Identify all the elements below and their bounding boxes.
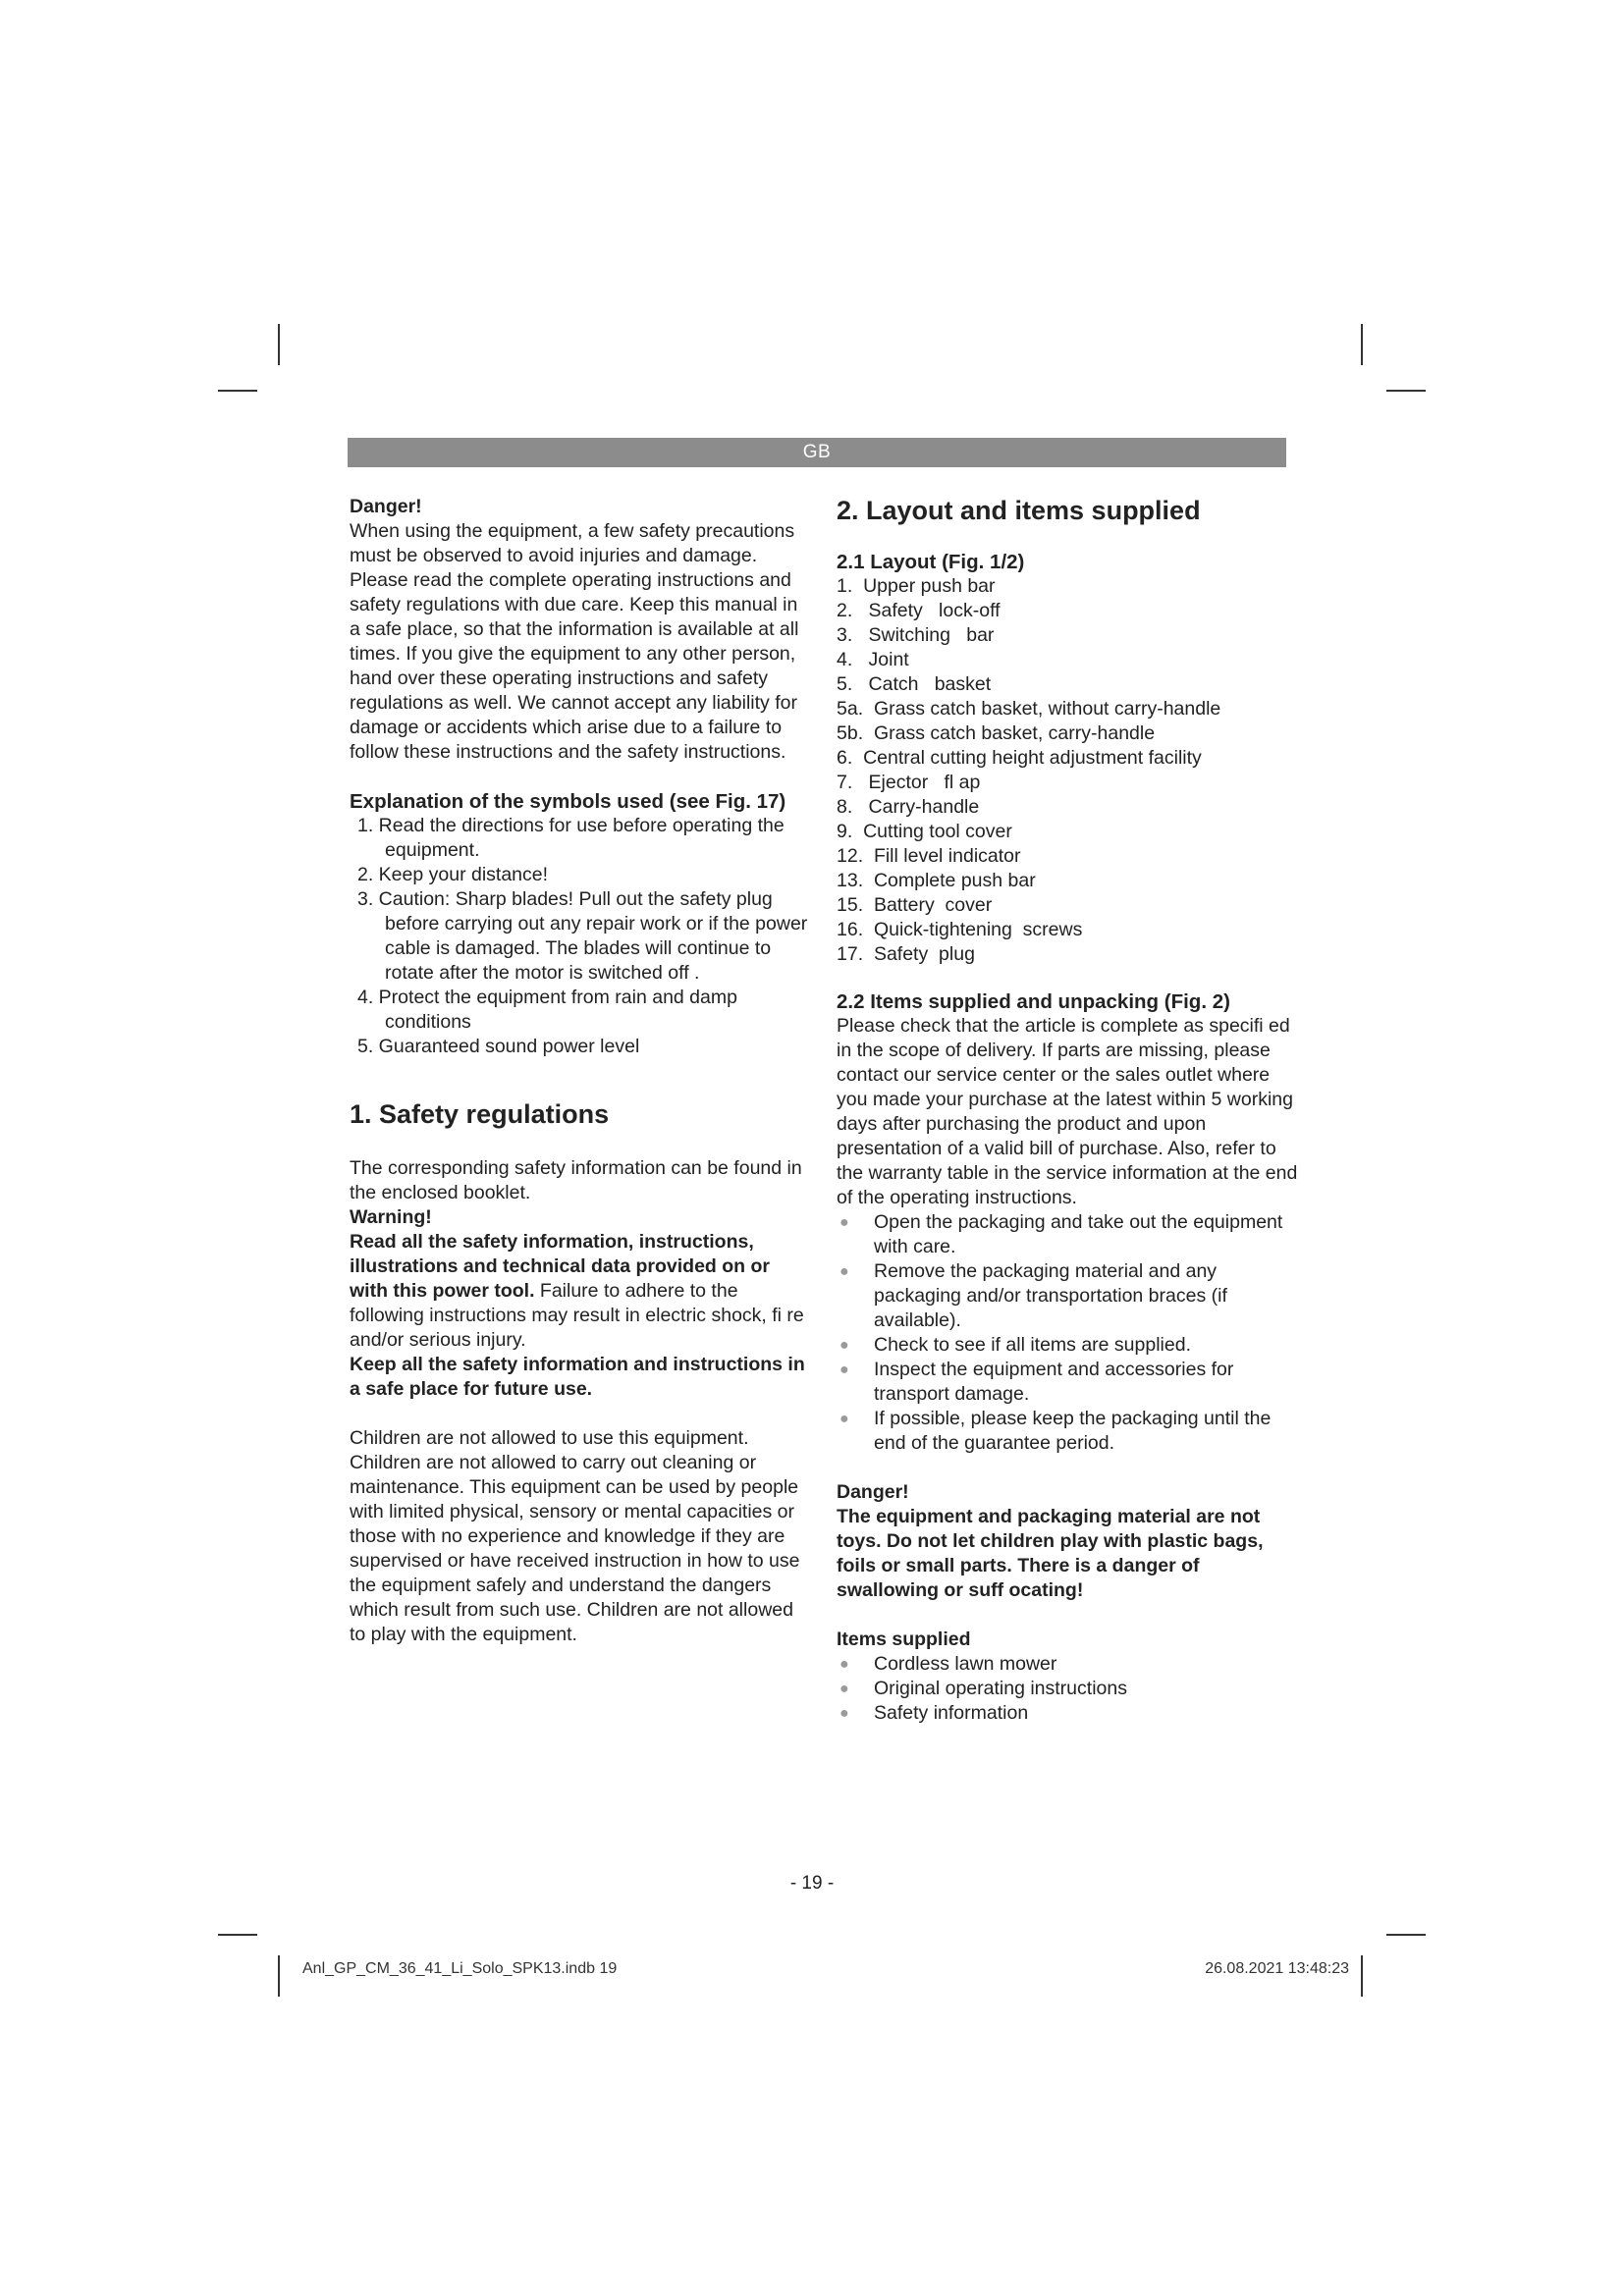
list-item: 12. Fill level indicator	[837, 845, 1021, 867]
list-item: 3. Caution: Sharp blades! Pull out the safety plug before carrying out any repair work or if the power cable is damaged. The blades will continue to rotate after the motor is switched off .	[357, 888, 808, 984]
safety-regulations-heading: 1. Safety regulations	[350, 1099, 610, 1129]
bullet-icon: ●	[839, 1681, 849, 1697]
crop-mark-bottom-right-v	[1361, 1955, 1363, 1997]
crop-mark-bottom-left-h	[218, 1934, 257, 1936]
list-item: ● Inspect the equipment and accessories for transport damage.	[839, 1359, 1234, 1405]
items-text: Please check that the article is complete as specifi ed in the scope of delivery. If parts are missing, please contact our service center or the sales outlet where you made your purchase at the latest within 5 working days after purchasing the product and upon presentation of a valid bill of purchase. Also, refer to the warranty table in the service information at the end of the operating instructions.	[837, 1015, 1298, 1208]
language-header-bar	[348, 438, 1286, 467]
layout-subheading: 2.1 Layout (Fig. 1/2)	[837, 551, 1025, 573]
bullet-icon: ●	[839, 1411, 849, 1427]
list-item: 7. Ejector fl ap	[837, 772, 981, 793]
items-supplied-heading: Items supplied	[837, 1629, 971, 1650]
list-item: ● If possible, please keep the packaging until the end of the guarantee period.	[839, 1408, 1272, 1454]
keep-instructions-text: Keep all the safety information and instructions in a safe place for future use.	[350, 1354, 805, 1400]
list-item: 2. Safety lock-off	[837, 600, 1001, 621]
footer-timestamp: 26.08.2021 13:48:23	[1205, 1960, 1349, 1977]
bullet-icon: ●	[839, 1362, 849, 1378]
danger-heading: Danger!	[350, 496, 422, 517]
bullet-icon: ●	[839, 1705, 849, 1722]
symbols-heading: Explanation of the symbols used (see Fig. 17)	[350, 790, 786, 813]
symbols-list	[350, 814, 811, 1059]
items-supplied-list	[837, 1652, 1298, 1726]
language-code: GB	[802, 442, 832, 462]
crop-mark-top-right-h	[1386, 390, 1426, 392]
list-item: 4. Joint	[837, 649, 909, 670]
safety-intro-text: The corresponding safety information can be found in the enclosed booklet.	[350, 1157, 802, 1203]
crop-mark-top-left-h	[218, 390, 257, 392]
list-item: 17. Safety plug	[837, 943, 975, 965]
bullet-icon: ●	[839, 1214, 849, 1231]
list-item: 13. Complete push bar	[837, 870, 1036, 891]
list-item: 5. Guaranteed sound power level	[357, 1036, 640, 1057]
warning-heading: Warning!	[350, 1206, 432, 1228]
list-item: ● Original operating instructions	[839, 1678, 1127, 1699]
list-item: 15. Battery cover	[837, 894, 993, 916]
list-item: ● Remove the packaging material and any packaging and/or transportation braces (if available).	[839, 1260, 1227, 1331]
danger2-heading: Danger!	[837, 1481, 909, 1503]
warning-paragraph	[350, 1230, 811, 1353]
bullet-icon: ●	[839, 1337, 849, 1354]
danger2-text: The equipment and packaging material are not toys. Do not let children play with plastic bags, foils or small parts. There is a danger of swallowing or suff ocating!	[837, 1506, 1264, 1601]
list-item: 8. Carry-handle	[837, 796, 980, 818]
page-number: - 19 -	[789, 1873, 835, 1894]
list-item: 1. Read the directions for use before operating the equipment.	[357, 815, 785, 861]
list-item: ● Safety information	[839, 1702, 1029, 1724]
list-item: 6. Central cutting height adjustment facility	[837, 747, 1202, 769]
right-column	[837, 495, 1298, 1726]
crop-mark-top-left-v	[278, 324, 280, 365]
danger-text: When using the equipment, a few safety precautions must be observed to avoid injuries and damage. Please read the complete operating instructions and safety regulations with due care. Keep this manual in a safe place, so that the information is available at all times. If you give the equipment to any other person, hand over these operating instructions and safety regulations as well. We cannot accept any liability for damage or accidents which arise due to a failure to follow these instructions and the safety instructions.	[350, 520, 799, 763]
footer-filename: Anl_GP_CM_36_41_Li_Solo_SPK13.indb 19	[302, 1960, 618, 1977]
list-item: 5a. Grass catch basket, without carry-handle	[837, 698, 1221, 720]
list-item: ● Check to see if all items are supplied.	[839, 1334, 1191, 1356]
list-item: 9. Cutting tool cover	[837, 821, 1012, 842]
list-item: 2. Keep your distance!	[357, 864, 549, 885]
bullet-icon: ●	[839, 1656, 849, 1673]
crop-mark-top-right-v	[1361, 324, 1363, 365]
list-item: ● Open the packaging and take out the equipment with care.	[839, 1211, 1283, 1257]
layout-parts-list	[837, 574, 1298, 967]
crop-mark-bottom-right-h	[1386, 1934, 1426, 1936]
warning-text: Failure to adhere to the following instructions may result in electric shock, fi re and/or serious injury.	[350, 1280, 804, 1351]
warning-bold-text: Read all the safety information, instructions, illustrations and technical data provided on or with this power tool.	[350, 1231, 770, 1302]
list-item: 16. Quick-tightening screws	[837, 919, 1083, 940]
list-item: 5b. Grass catch basket, carry-handle	[837, 722, 1156, 744]
bullet-icon: ●	[839, 1263, 849, 1280]
list-item: 5. Catch basket	[837, 673, 992, 695]
layout-heading: 2. Layout and items supplied	[837, 496, 1201, 525]
list-item: 1. Upper push bar	[837, 575, 996, 597]
crop-mark-bottom-left-v	[278, 1955, 280, 1997]
unpacking-bullets	[837, 1210, 1298, 1456]
list-item: 4. Protect the equipment from rain and damp conditions	[357, 987, 737, 1033]
list-item: 3. Switching bar	[837, 624, 995, 646]
list-item: ● Cordless lawn mower	[839, 1653, 1057, 1675]
children-text: Children are not allowed to use this equipment. Children are not allowed to carry out cleaning or maintenance. This equipment can be used by people with limited physical, sensory or mental capacities or those with no experience and knowledge if they are supervised or have received instruction in how to use the equipment safely and understand the dangers which result from such use. Children are not allowed to play with the equipment.	[350, 1427, 800, 1645]
items-subheading: 2.2 Items supplied and unpacking (Fig. 2)	[837, 990, 1230, 1013]
left-column	[350, 495, 811, 1647]
